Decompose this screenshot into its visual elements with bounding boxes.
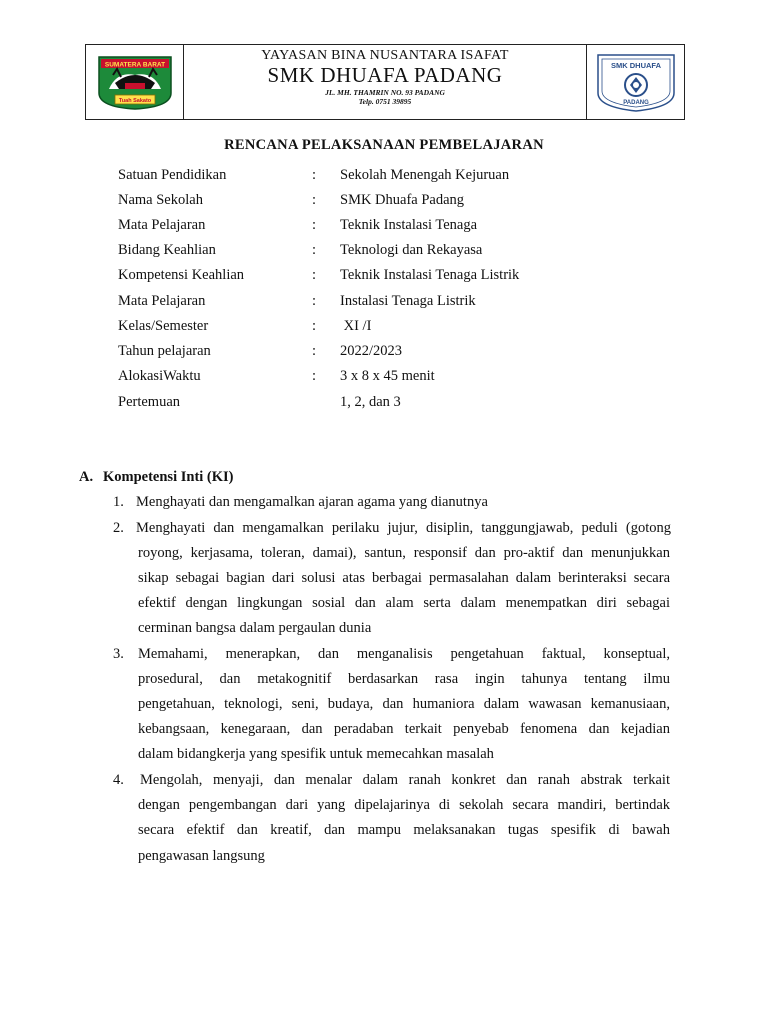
identity-value: XI /I [340, 318, 372, 334]
svg-text:SMK DHUAFA: SMK DHUAFA [611, 61, 661, 70]
identity-label: Mata Pelajaran [118, 293, 206, 309]
list-item-line: dengan pengembangan dari yang dipelajarinya di sekolah secara mandiri, bertindak [138, 797, 670, 813]
identity-label: Satuan Pendidikan [118, 167, 227, 183]
svg-text:PADANG: PADANG [623, 100, 649, 106]
identity-row [0, 242, 768, 262]
list-item-line: pengawasan langsung [138, 848, 265, 864]
svg-text:Tuah Sakato: Tuah Sakato [118, 98, 152, 104]
identity-colon: : [312, 368, 317, 384]
section-letter: A. [79, 469, 94, 485]
list-item-line: Mengolah, menyaji, dan menalar dalam ranah konkret dan ranah abstrak terkait [140, 772, 670, 788]
list-item-line: Memahami, menerapkan, dan menganalisis pengetahuan faktual, konseptual, [138, 646, 670, 662]
foundation-name: YAYASAN BINA NUSANTARA ISAFAT [261, 48, 509, 63]
school-address: JL. MH. THAMRIN NO. 93 PADANG [325, 88, 445, 97]
letterhead-text [184, 45, 586, 119]
identity-label: Nama Sekolah [118, 192, 203, 208]
letterhead [85, 44, 685, 120]
identity-row [0, 267, 768, 287]
identity-row [0, 192, 768, 212]
sumatera-barat-emblem-icon [95, 53, 175, 111]
identity-colon: : [312, 293, 317, 309]
list-number: 4. [113, 772, 124, 788]
identity-row [0, 293, 768, 313]
school-logo-cell [586, 45, 684, 119]
identity-value: SMK Dhuafa Padang [340, 192, 465, 208]
identity-value: 1, 2, dan 3 [340, 394, 401, 410]
identity-label: Kelas/Semester [118, 318, 209, 334]
smk-dhuafa-logo-icon [595, 51, 677, 113]
section-heading [79, 469, 234, 486]
identity-label: Kompetensi Keahlian [118, 267, 245, 283]
identity-value: Sekolah Menengah Kejuruan [340, 167, 510, 183]
province-logo-cell [86, 45, 184, 119]
list-item-line: secara efektif dan kreatif, dan mampu melaksanakan tugas spesifik di bawah [138, 822, 670, 838]
identity-value: 2022/2023 [340, 343, 403, 359]
identity-row [0, 343, 768, 363]
list-item-line: Menghayati dan mengamalkan ajaran agama yang dianutnya [136, 494, 488, 510]
svg-text:SUMATERA BARAT: SUMATERA BARAT [104, 61, 166, 69]
list-item-line: efektif dengan lingkungan sosial dan alam serta dalam menempatkan diri sebagai [138, 595, 670, 611]
list-item-line: dalam bidangkerja yang spesifik untuk memecahkan masalah [138, 746, 494, 762]
identity-colon: : [312, 192, 317, 208]
list-item-line: prosedural, dan metakognitif berdasarkan rasa ingin tahunya tentang ilmu [138, 671, 670, 687]
identity-row [0, 217, 768, 237]
list-item-line: kebangsaan, kenegaraan, dan peradaban terkait penyebab fenomena dan kejadian [138, 721, 670, 737]
identity-row [0, 318, 768, 338]
identity-label: Tahun pelajaran [118, 343, 211, 359]
section-title: Kompetensi Inti (KI) [103, 469, 234, 485]
identity-colon: : [312, 167, 317, 183]
identity-label: Pertemuan [118, 394, 181, 410]
identity-label: AlokasiWaktu [118, 368, 201, 384]
identity-row [0, 394, 768, 414]
identity-row [0, 368, 768, 388]
document-title: RENCANA PELAKSANAAN PEMBELAJARAN [224, 137, 544, 153]
list-item-line: royong, kerjasama, toleran, damai), santun, responsif dan pro-aktif dan menunjukkan [138, 545, 670, 561]
identity-label: Bidang Keahlian [118, 242, 216, 258]
identity-label: Mata Pelajaran [118, 217, 206, 233]
identity-colon: : [312, 318, 317, 334]
identity-value: Instalasi Tenaga Listrik [340, 293, 476, 309]
list-number: 1. [113, 494, 124, 510]
list-item-line: cerminan bangsa dalam pergaulan dunia [138, 620, 372, 636]
identity-colon: : [312, 267, 317, 283]
identity-colon: : [312, 242, 317, 258]
list-item-line: sikap sebagai bagian dari solusi atas berbagai permasalahan dalam berinteraksi secara [138, 570, 670, 586]
identity-value: Teknik Instalasi Tenaga [340, 217, 478, 233]
identity-colon: : [312, 217, 317, 233]
list-number: 2. [113, 520, 124, 536]
identity-value: 3 x 8 x 45 menit [340, 368, 435, 384]
identity-value: Teknologi dan Rekayasa [340, 242, 483, 258]
school-name: SMK DHUAFA PADANG [267, 63, 503, 87]
list-number: 3. [113, 646, 124, 662]
list-item-line: pengetahuan, teknologi, seni, budaya, dan humaniora dalam wawasan kemanusiaan, [138, 696, 670, 712]
identity-colon: : [312, 343, 317, 359]
identity-value: Teknik Instalasi Tenaga Listrik [340, 267, 520, 283]
identity-row [0, 167, 768, 187]
school-phone: Telp. 0751 39895 [358, 97, 412, 106]
list-item-line: Menghayati dan mengamalkan perilaku jujur, disiplin, tanggungjawab, peduli (gotong [136, 520, 671, 536]
